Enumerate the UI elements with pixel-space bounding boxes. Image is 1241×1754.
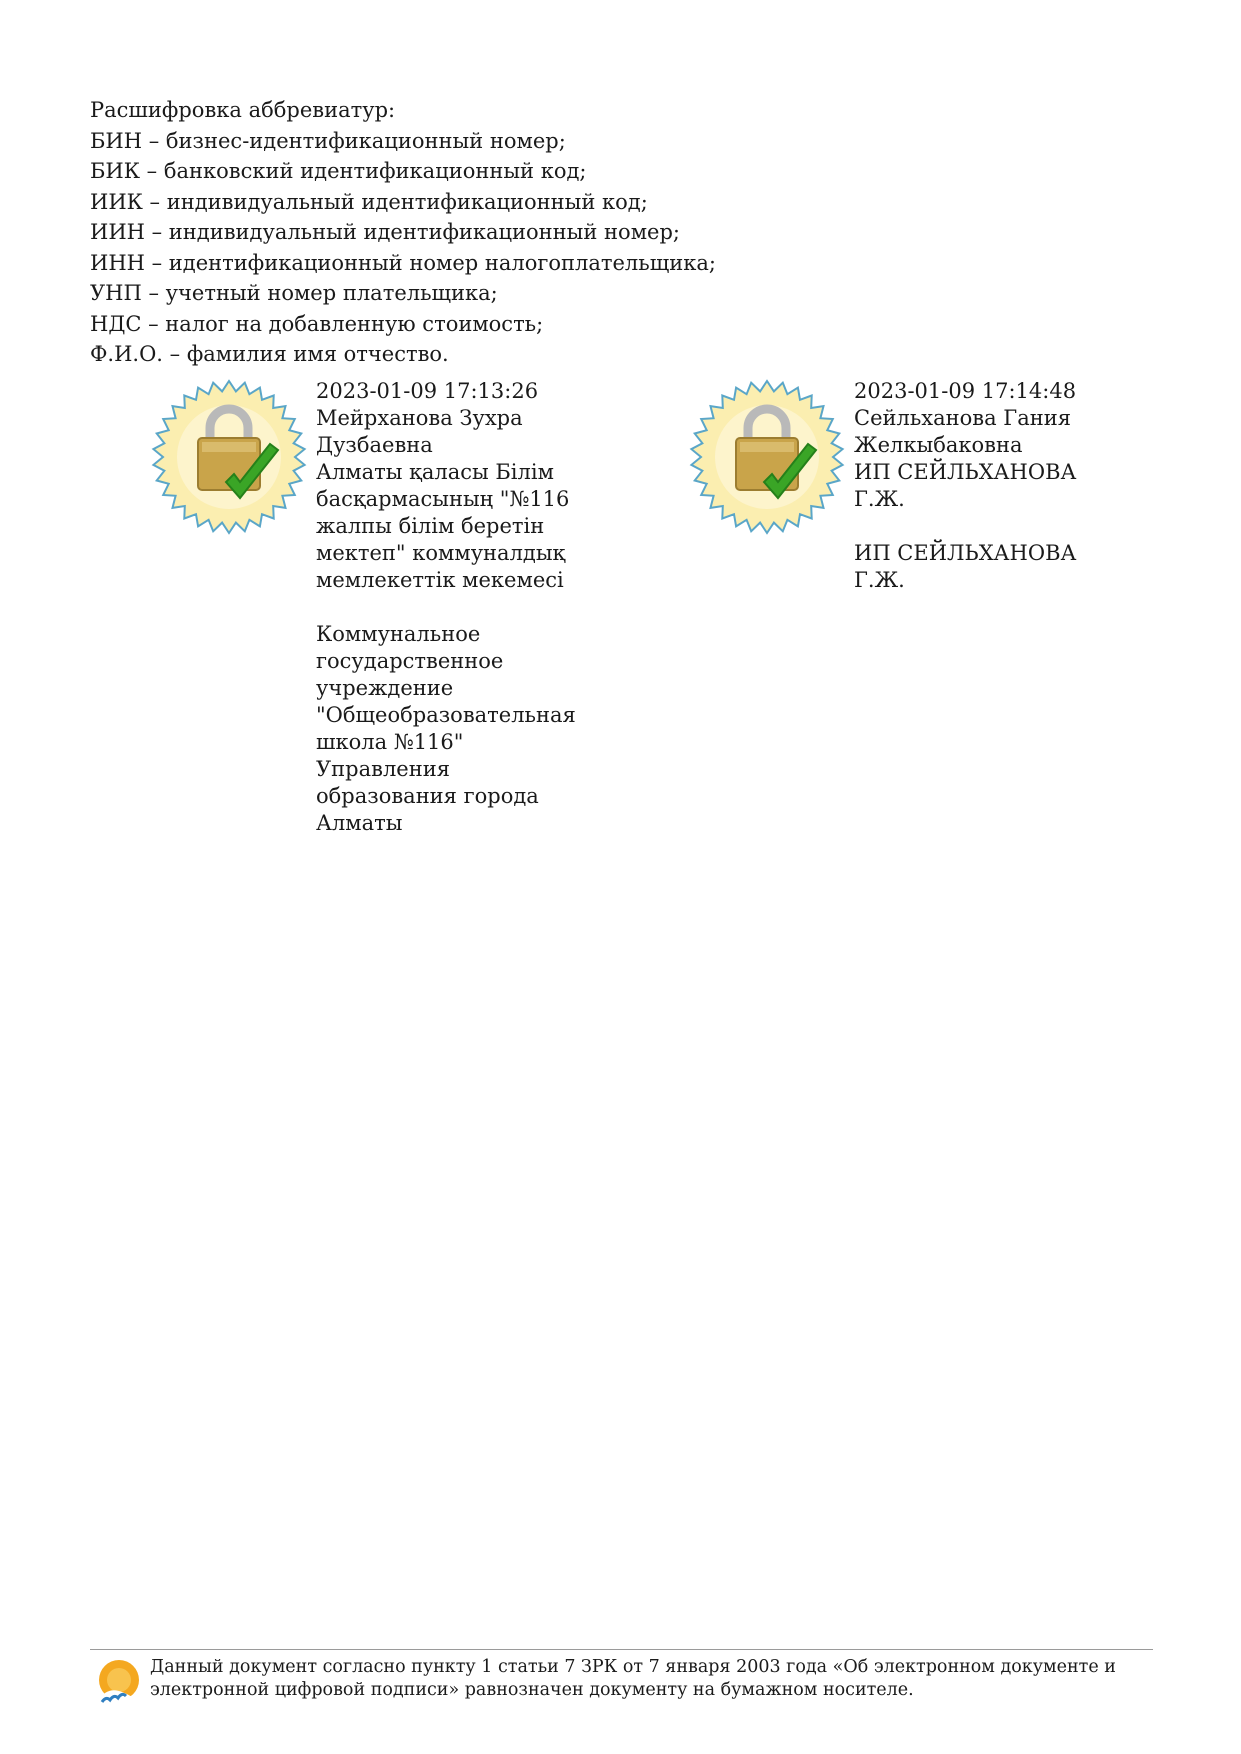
padlock-checkmark-seal-icon	[150, 378, 308, 536]
organization-kk: жалпы білім беретін	[316, 514, 545, 538]
abbreviation-item: Ф.И.О. – фамилия имя отчество.	[90, 342, 449, 366]
organization-ru: Коммунальное	[316, 622, 481, 646]
footer-divider	[90, 1649, 1153, 1650]
abbreviation-item: НДС – налог на добавленную стоимость;	[90, 311, 544, 336]
organization-name: ИП СЕЙЛЬХАНОВА	[854, 460, 1077, 484]
organization-ru: Алматы	[316, 811, 403, 835]
abbreviation-item: ИНН – идентификационный номер налогоплательщика;	[90, 250, 716, 275]
abbreviation-item: БИН – бизнес-идентификационный номер;	[90, 128, 566, 153]
signature-timestamp: 2023-01-09 17:14:48	[854, 379, 1077, 403]
signature-details-1	[316, 378, 586, 837]
organization-ru: учреждение	[316, 676, 454, 700]
signer-name: Желкыбаковна	[854, 433, 1023, 457]
padlock-checkmark-seal-icon	[688, 378, 846, 536]
abbreviation-item: БИК – банковский идентификационный код;	[90, 159, 587, 183]
abbreviation-item: ИИК – индивидуальный идентификационный код;	[90, 189, 648, 214]
organization-ru: школа №116"	[316, 730, 464, 754]
abbreviation-item: УНП – учетный номер плательщика;	[90, 281, 498, 305]
footer-legal-notice	[150, 1656, 1150, 1702]
organization-name: ИП СЕЙЛЬХАНОВА	[854, 541, 1077, 565]
signer-name: Дузбаевна	[316, 433, 433, 457]
footer-line: Данный документ согласно пункту 1 статьи 7 ЗРК от 7 января 2003 года «Об электронном документе и	[150, 1657, 1116, 1677]
organization-kk: мектеп" коммуналдық	[316, 541, 566, 565]
signer-name: Сейльханова Гания	[854, 406, 1071, 430]
organization-kk: мемлекеттік мекемесі	[316, 568, 564, 592]
abbreviations-heading: Расшифровка аббревиатур:	[90, 98, 396, 122]
line-gap	[854, 513, 1124, 540]
signature-timestamp: 2023-01-09 17:13:26	[316, 379, 539, 403]
signer-name: Мейрханова Зухра	[316, 406, 523, 430]
line-gap	[316, 594, 586, 621]
organization-name: Г.Ж.	[854, 487, 905, 511]
organization-ru: образования города	[316, 784, 539, 808]
organization-name: Г.Ж.	[854, 568, 905, 592]
signature-details-2	[854, 378, 1124, 594]
organization-ru: Управления	[316, 757, 450, 781]
organization-ru: "Общеобразовательная	[316, 703, 576, 727]
egov-sun-logo-icon	[92, 1656, 142, 1706]
abbreviations-block	[90, 95, 716, 370]
organization-kk: басқармасының "№116	[316, 487, 570, 511]
organization-ru: государственное	[316, 649, 504, 673]
footer-line: электронной цифровой подписи» равнозначен документу на бумажном носителе.	[150, 1680, 914, 1700]
abbreviation-item: ИИН – индивидуальный идентификационный номер;	[90, 220, 680, 244]
organization-kk: Алматы қаласы Білім	[316, 460, 554, 484]
